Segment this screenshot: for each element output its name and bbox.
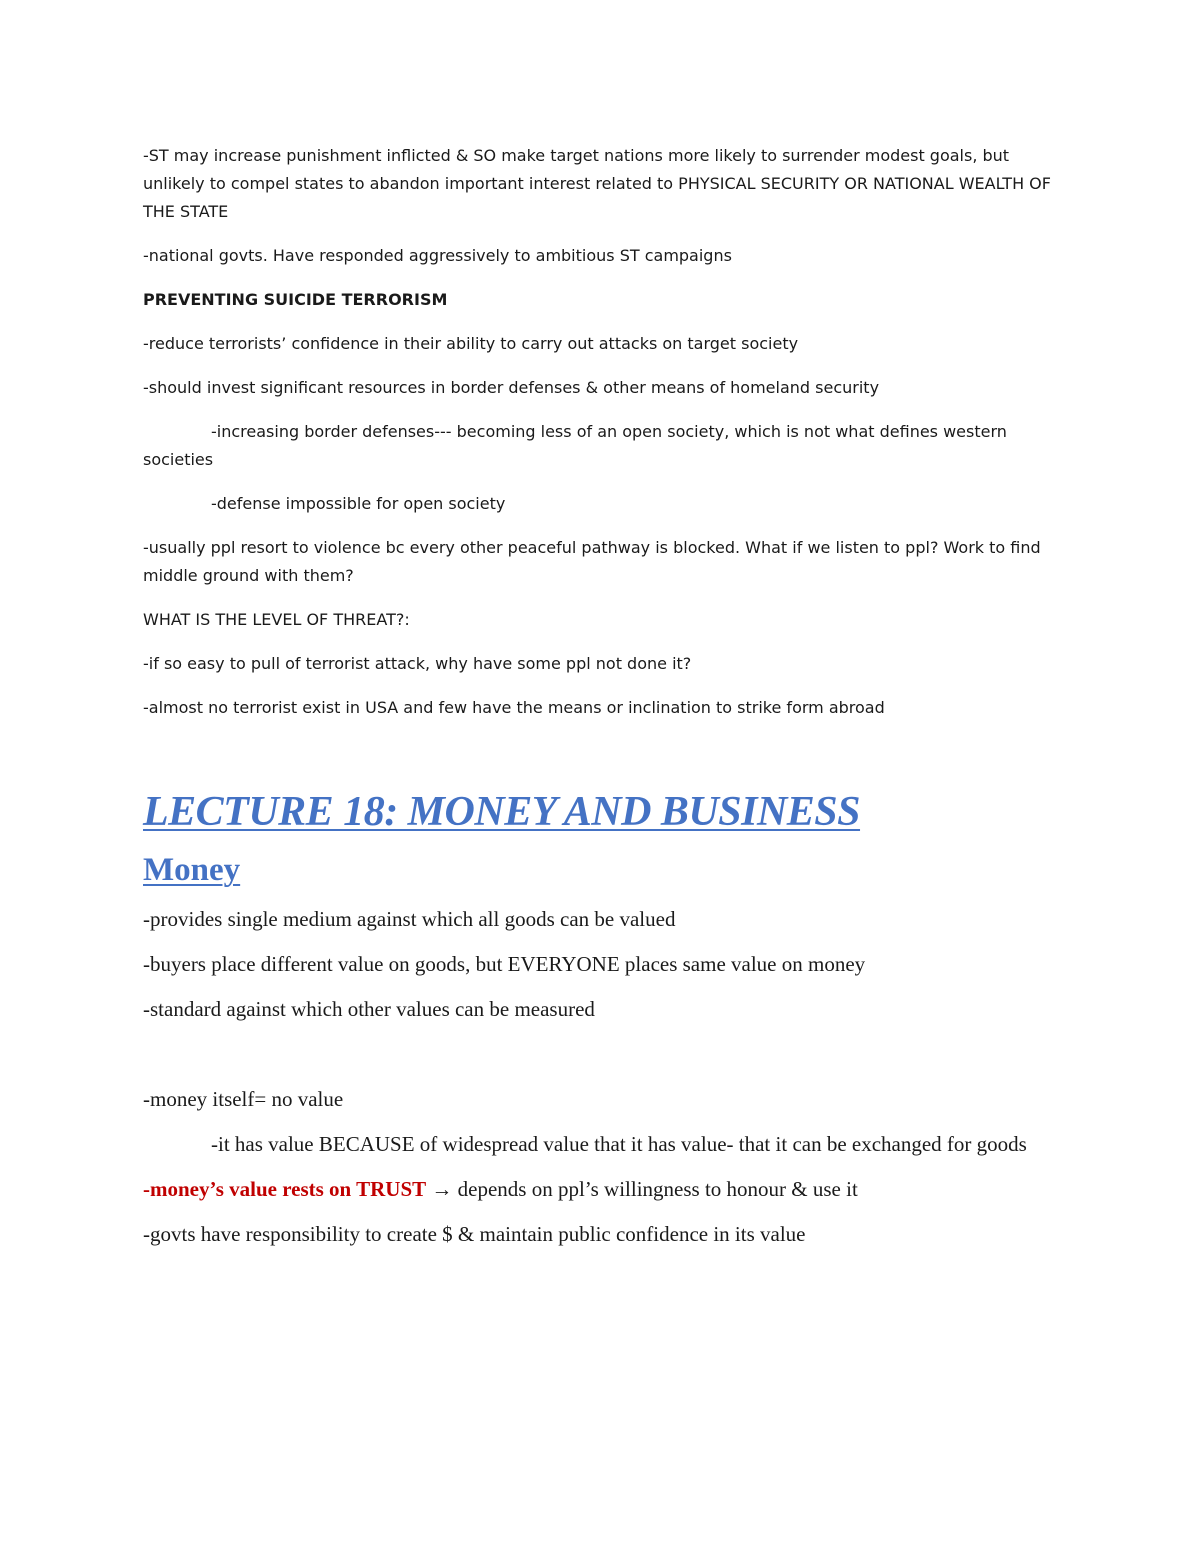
paragraph-trust [143,1174,1063,1204]
terrorism-notes-section [143,142,1063,722]
paragraph: -almost no terrorist exist in USA and few have the means or inclination to strike form abroad [143,698,885,717]
blank-line [143,1039,1063,1069]
indented-paragraph: -defense impossible for open society [211,494,506,513]
lecture-title: LECTURE 18: MONEY AND BUSINESS [143,789,861,835]
paragraph-rest: → depends on ppl’s willingness to honour & use it [426,1177,858,1201]
document-content [143,142,1063,1264]
paragraph: WHAT IS THE LEVEL OF THREAT?: [143,610,410,629]
paragraph: -if so easy to pull of terrorist attack, why have some ppl not done it? [143,654,692,673]
section-title-money: Money [143,852,241,888]
indented-paragraph: -it has value BECAUSE of widespread value that it has value- that it can be exchanged for goods [211,1132,1027,1156]
paragraph: -reduce terrorists’ confidence in their ability to carry out attacks on target society [143,334,799,353]
section-heading: PREVENTING SUICIDE TERRORISM [143,290,448,309]
paragraph: -national govts. Have responded aggressively to ambitious ST campaigns [143,246,732,265]
paragraph: -govts have responsibility to create $ & maintain public confidence in its value [143,1222,806,1246]
paragraph: -standard against which other values can be measured [143,997,595,1021]
money-notes-section [143,904,1063,1249]
paragraph: -money itself= no value [143,1087,344,1111]
paragraph: -buyers place different value on goods, but EVERYONE places same value on money [143,952,866,976]
paragraph: -provides single medium against which all goods can be valued [143,907,676,931]
emphasis-text: -money’s value rests on TRUST [143,1177,427,1201]
paragraph: -should invest significant resources in border defenses & other means of homeland security [143,378,880,397]
paragraph: -usually ppl resort to violence bc every other peaceful pathway is blocked. What if we listen to ppl? Work to find middle ground with them? [143,538,1041,585]
paragraph: -ST may increase punishment inflicted & SO make target nations more likely to surrender modest goals, but unlikely to compel states to abandon important interest related to PHYSICAL SECURITY OR NATIONAL WEALTH OF THE STATE [143,146,1051,221]
indented-paragraph: -increasing border defenses--- becoming less of an open society, which is not what defines western societies [143,422,1007,469]
